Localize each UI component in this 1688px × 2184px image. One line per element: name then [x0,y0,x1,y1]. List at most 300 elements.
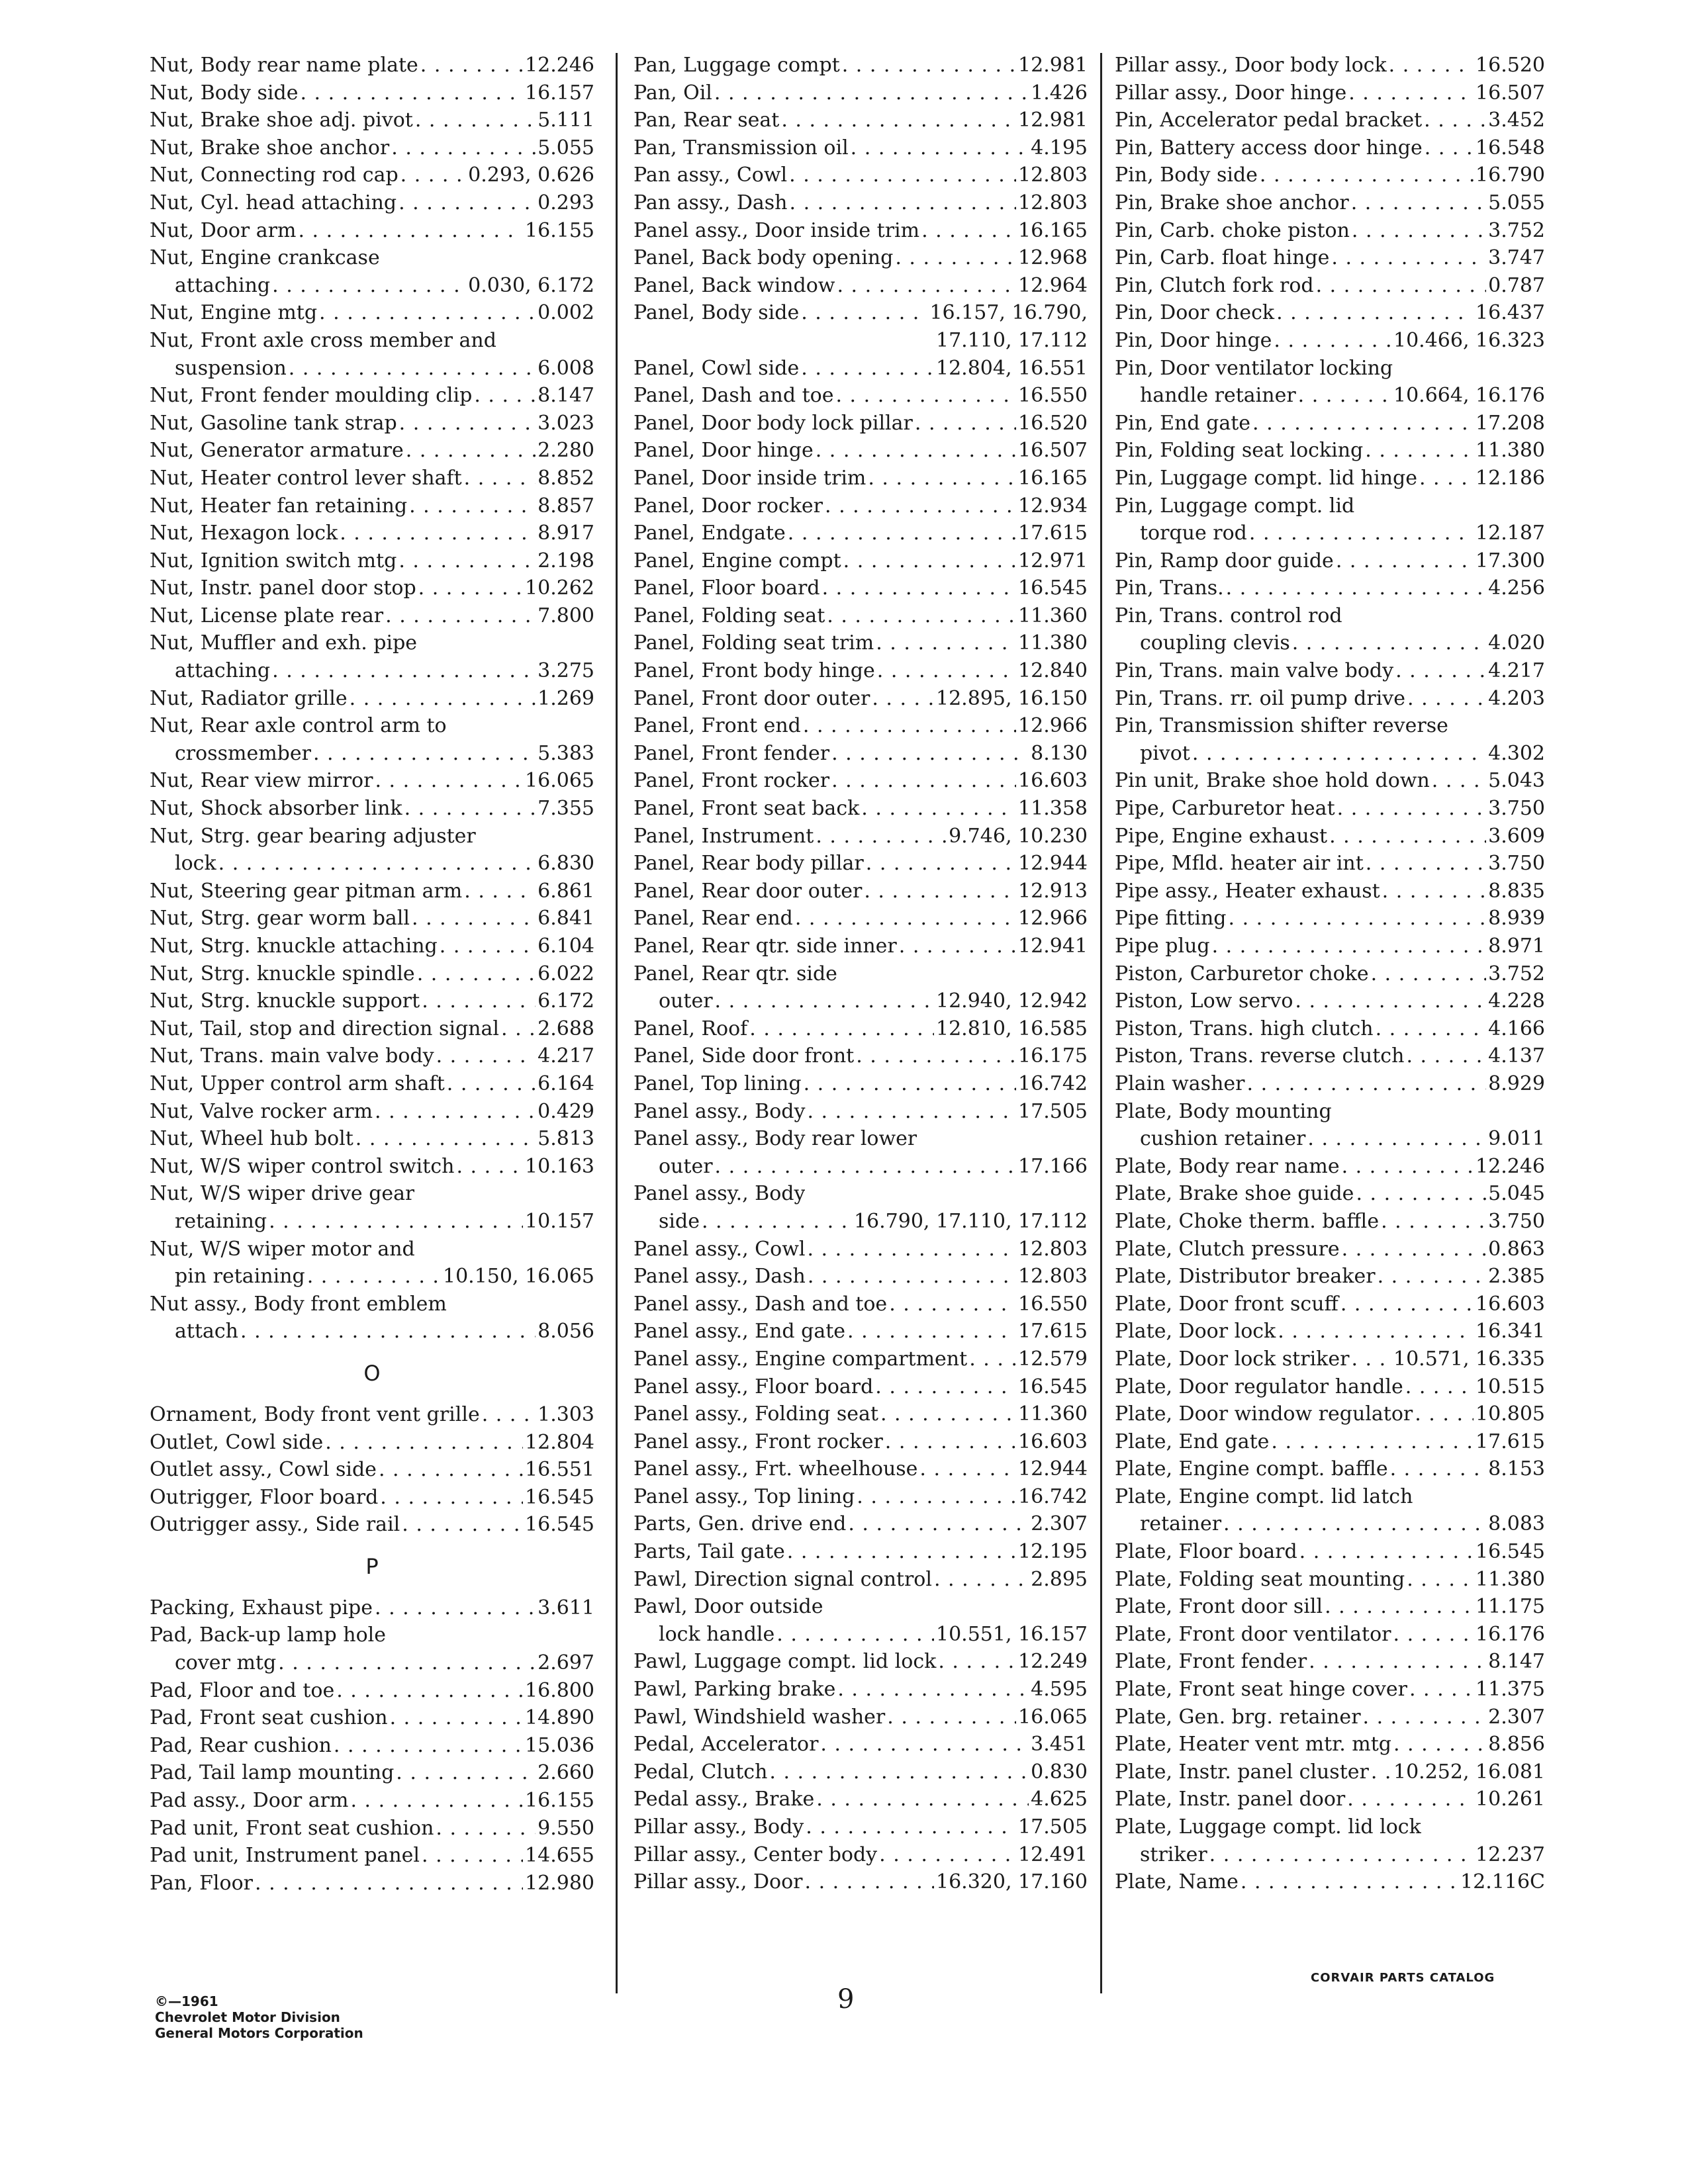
index-entry [150,1401,594,1429]
index-entry [633,960,1088,988]
entry-reference: 4.595 [1031,1678,1088,1702]
entry-label: Nut, Brake shoe anchor [150,136,390,159]
index-entry [150,1870,594,1897]
leader-dots [404,795,536,823]
leader-dots [269,1208,523,1236]
index-entry-continuation [150,272,594,300]
index-entry [150,1291,594,1318]
entry-reference: 2.198 [538,549,594,572]
entry-reference: 17.615 [1018,522,1088,545]
index-entry [633,1125,1088,1153]
entry-label: Panel assy., Body rear lower [633,1127,917,1151]
entry-reference: 16.550 [1018,1292,1088,1316]
index-entry [150,1594,594,1622]
entry-label: Pin, Door hinge [1115,328,1272,352]
index-entry [150,960,594,988]
leader-dots [842,52,1016,79]
entry-label: Panel, Front end [633,714,801,738]
entry-reference: 16.603 [1018,1430,1088,1453]
index-entry [150,492,594,520]
entry-label: Pin, Luggage compt. lid [1115,494,1355,518]
index-entry [150,1429,594,1457]
leader-dots [1395,657,1486,685]
index-entry [633,1786,1088,1813]
index-entry [1115,355,1545,383]
index-entry [633,1813,1088,1841]
leader-dots [399,189,536,217]
entry-label: Nut, Cyl. head attaching [150,191,397,214]
entry-label: Nut, Strg. gear bearing adjuster [150,824,476,848]
leader-dots [418,574,523,602]
entry-reference: 16.742 [1018,1484,1088,1508]
index-entry [633,574,1088,602]
leader-dots [714,79,1029,107]
index-entry [150,161,594,189]
index-entry [1115,1758,1545,1786]
entry-reference: 12.246 [1476,1154,1545,1178]
page-number: 9 [837,1984,855,2015]
index-entry [1115,299,1545,327]
entry-reference: 8.917 [538,522,594,545]
index-entry [1115,1704,1545,1731]
entry-reference: 6.841 [538,907,594,931]
entry-reference: 16.545 [1476,1540,1545,1564]
leader-dots [272,657,536,685]
entry-label: Panel, Rear body pillar [633,852,864,876]
entry-label: Pawl, Windshield washer [633,1705,886,1729]
index-entry [633,1236,1088,1263]
index-entry [1115,1318,1545,1345]
index-entry [633,1042,1088,1070]
entry-reference: 1.426 [1031,81,1088,105]
entry-reference: 4.203 [1488,686,1545,710]
index-entry [1115,1015,1545,1043]
leader-dots [848,1510,1029,1538]
index-entry [150,1732,594,1760]
index-entry [150,1704,594,1732]
leader-dots [1209,1841,1474,1869]
entry-reference: 16.603 [1018,769,1088,793]
index-entry [1115,161,1545,189]
entry-reference: 16.157 [525,81,594,105]
entry-label: Outrigger, Floor board [150,1485,379,1509]
leader-dots [1393,1731,1486,1758]
entry-reference: 4.020 [1488,631,1545,655]
index-entry [633,1070,1088,1098]
index-entry [150,1677,594,1705]
entry-reference: 16.520 [1476,54,1545,77]
entry-reference: 12.246 [525,54,594,77]
entry-reference: 17.505 [1018,1099,1088,1123]
index-entry [633,878,1088,905]
entry-reference: 12.186 [1476,466,1545,490]
entry-reference: 12.964 [1018,273,1088,297]
entry-label: Panel assy., Top lining [633,1484,855,1508]
index-entry [633,1758,1088,1786]
index-entry-continuation [150,355,594,383]
entry-reference: 3.752 [1488,218,1545,242]
entry-label: Pin, Carb. choke piston [1115,218,1350,242]
entry-label: Parts, Tail gate [633,1540,785,1564]
entry-reference: 12.981 [1018,109,1088,132]
leader-dots [876,629,1016,657]
leader-dots [880,1400,1016,1428]
index-entry [1115,1786,1545,1813]
entry-reference: 8.852 [538,466,594,490]
entry-reference: 2.307 [1031,1512,1088,1536]
leader-dots [1329,823,1486,850]
leader-dots [272,272,466,300]
index-entry [150,878,594,905]
entry-label: Plate, Instr. panel door [1115,1788,1346,1811]
entry-reference: 5.111 [538,109,594,132]
index-entry [633,161,1088,189]
entry-label: Nut, Brake shoe adj. pivot [150,109,413,132]
entry-label: Pad, Back-up lamp hole [150,1623,386,1647]
index-entry [1115,1483,1545,1511]
entry-reference: 5.813 [538,1127,594,1151]
entry-reference: 11.380 [1476,1567,1545,1591]
entry-label: Nut, Wheel hub bolt [150,1127,353,1151]
entry-reference: 16.520 [1018,411,1088,435]
entry-reference: 9.746, 10.230 [949,824,1088,848]
entry-label: Nut, W/S wiper drive gear [150,1182,415,1206]
leader-dots [816,1786,1029,1813]
entry-label: Nut, Generator armature [150,439,404,463]
index-entry [1115,1208,1545,1236]
entry-label: Nut, Valve rocker arm [150,1099,373,1123]
entry-reference: 2.280 [538,439,594,463]
index-entry [633,795,1088,823]
leader-dots [831,767,1016,795]
entry-reference: 8.147 [1488,1650,1545,1674]
leader-dots [1247,1070,1487,1098]
index-entry [150,1759,594,1787]
index-entry-continuation [1115,382,1545,410]
leader-dots [396,1759,536,1787]
leader-dots [1292,629,1486,657]
entry-label: Panel, Folding seat [633,604,825,627]
index-entry [150,465,594,492]
entry-label: Panel, Front fender [633,741,830,765]
leader-dots [1406,1042,1486,1070]
entry-reference: 12.944 [1018,852,1088,876]
entry-reference: 11.375 [1476,1678,1545,1702]
entry-reference: 17.300 [1476,549,1545,572]
entry-reference: 7.800 [538,604,594,627]
entry-label: Pin, Body side [1115,163,1258,187]
index-entry [150,244,594,272]
entry-reference: 5.055 [538,136,594,159]
index-entry [150,382,594,410]
index-entry [633,1263,1088,1291]
entry-label: Pan, Floor [150,1871,253,1895]
index-entry [1115,657,1545,685]
index-entry [633,547,1088,575]
entry-reference: 12.940, 12.942 [935,989,1088,1013]
index-entry [633,272,1088,300]
entry-label: Pad, Rear cushion [150,1733,332,1757]
index-entry [1115,767,1545,795]
index-entry [150,1484,594,1512]
entry-reference: 10.261 [1476,1788,1545,1811]
entry-reference: 16.790 [1476,163,1545,187]
entry-reference: 6.830 [538,852,594,876]
index-entry [1115,823,1545,850]
entry-label: Panel assy., Dash [633,1265,806,1289]
entry-reference: 3.747 [1488,246,1545,270]
entry-label: Plate, Distributor breaker [1115,1265,1376,1289]
entry-reference: 12.971 [1018,549,1088,572]
leader-dots [715,1153,1016,1181]
index-entry [633,1098,1088,1126]
index-entry [1115,1731,1545,1758]
entry-label: Nut, Gasoline tank strap [150,411,397,435]
index-entry-continuation [633,1153,1088,1181]
leader-dots [1348,79,1474,107]
index-entry [1115,1648,1545,1676]
entry-label: Plain washer [1115,1071,1245,1095]
leader-dots [875,1373,1016,1401]
leader-dots [1229,905,1487,933]
index-entry [1115,272,1545,300]
index-entry [1115,547,1545,575]
leader-dots [1226,574,1486,602]
index-entry [150,520,594,547]
entry-label: Plate, Door lock striker [1115,1347,1350,1371]
index-entry [150,1842,594,1870]
index-entry [150,823,594,850]
index-entry [1115,1455,1545,1483]
leader-dots [436,1042,536,1070]
leader-dots [436,1815,536,1843]
leader-dots [816,437,1016,465]
leader-dots [399,547,536,575]
index-entry [1115,465,1545,492]
leader-dots [415,107,536,134]
entry-reference: 11.380 [1476,439,1545,463]
entry-reference: 17.615 [1018,1320,1088,1343]
entry-reference: 17.208 [1476,411,1545,435]
index-entry [1115,960,1545,988]
index-entry [633,492,1088,520]
entry-label: Panel, Rear qtr. side inner [633,934,897,958]
leader-dots [864,878,1016,905]
index-entry [150,1236,594,1263]
entry-reference: 11.360 [1018,604,1088,627]
index-entry [150,327,594,355]
index-entry [633,1345,1088,1373]
index-entry [633,1291,1088,1318]
entry-label: Plate, Body rear name [1115,1154,1340,1178]
entry-reference: 0.030, 6.172 [468,273,594,297]
entry-label: Panel, Dash and toe [633,384,834,408]
entry-label: Pin, End gate [1115,411,1251,435]
leader-dots [319,299,536,327]
entry-label: Panel, Door inside trim [633,466,867,490]
entry-label: Panel assy., Folding seat [633,1402,878,1426]
entry-label: attach [175,1320,239,1343]
index-entry [150,1125,594,1153]
leader-dots [787,1538,1016,1566]
entry-reference: 1.303 [538,1402,594,1426]
leader-dots [1316,272,1487,300]
entry-label: Plate, Door regulator handle [1115,1375,1403,1398]
index-entry-continuation [150,1263,594,1291]
entry-label: Pin, Trans. control rod [1115,604,1342,627]
leader-dots [801,299,927,327]
leader-dots [289,355,536,383]
index-entry [150,712,594,740]
entry-reference: 4.166 [1488,1017,1545,1040]
index-entry [150,685,594,713]
entry-label: striker [1140,1843,1207,1866]
index-entry [633,1648,1088,1676]
leader-dots [1356,1180,1486,1208]
leader-dots [391,134,536,162]
entry-label: Nut, Tail, stop and direction signal [150,1017,499,1040]
entry-reference: 5.055 [1488,191,1545,214]
leader-dots [804,1070,1016,1098]
index-entry [633,1841,1088,1869]
entry-reference: 16.545 [1018,1375,1088,1398]
entry-label: Nut, Front axle cross member and [150,328,496,352]
index-entry [150,217,594,245]
index-entry [1115,492,1545,520]
entry-label: Pawl, Parking brake [633,1678,836,1702]
index-entry [1115,1676,1545,1704]
leader-dots [1309,1648,1486,1676]
entry-reference: 10.571, 16.335 [1393,1347,1545,1371]
entry-label: Nut, Engine crankcase [150,246,380,270]
entry-reference: 16.155 [525,1789,594,1813]
entry-label: Panel, Instrument [633,824,814,848]
entry-reference: 12.116C [1460,1870,1545,1894]
entry-reference: 12.895, 16.150 [935,686,1088,710]
leader-dots [474,382,536,410]
index-entry [150,107,594,134]
index-entry [1115,685,1545,713]
index-entry [633,1428,1088,1456]
leader-dots [1425,134,1474,162]
entry-reference: 5.383 [538,741,594,765]
index-entry [150,1153,594,1181]
leader-dots [375,1594,536,1622]
leader-dots [805,1868,934,1896]
leader-dots [856,1042,1016,1070]
entry-label: Nut, Body side [150,81,299,105]
entry-label: Panel assy., Floor board [633,1375,874,1398]
index-entry [1115,1098,1545,1126]
index-entry [150,299,594,327]
leader-dots [1336,547,1474,575]
leader-dots [1419,465,1474,492]
entry-reference: 8.971 [1488,934,1545,958]
entry-reference: 12.804 [525,1430,594,1454]
entry-reference: 2.895 [1031,1567,1088,1591]
leader-dots [255,1870,523,1897]
entry-reference: 9.550 [538,1816,594,1840]
entry-reference: 2.385 [1488,1265,1545,1289]
entry-label: Plate, Door front scuff [1115,1292,1338,1316]
index-entry [633,1676,1088,1704]
entry-label: Plate, Floor board [1115,1540,1297,1564]
entry-label: Panel, Endgate [633,522,786,545]
entry-label: lock [175,852,216,876]
entry-label: Nut, Strg. knuckle spindle [150,962,415,985]
entry-label: crossmember [175,741,311,765]
entry-label: Piston, Carburetor choke [1115,962,1369,985]
leader-dots [1352,217,1486,245]
entry-label: Nut assy., Body front emblem [150,1292,447,1316]
leader-dots [1252,410,1474,437]
leader-dots [380,1484,523,1512]
index-entry [1115,79,1545,107]
entry-reference: 0.863 [1488,1237,1545,1261]
entry-reference: 5.045 [1488,1182,1545,1206]
leader-dots [915,410,1016,437]
entry-reference: 12.803 [1018,191,1088,214]
leader-dots [807,1098,1016,1126]
entry-label: Nut, Hexagon lock [150,522,338,545]
entry-label: Plate, Front seat hinge cover [1115,1678,1407,1702]
entry-label: outer [659,989,713,1013]
leader-dots [1371,1758,1391,1786]
leader-dots [1407,685,1486,713]
entry-reference: 12.491 [1018,1843,1088,1866]
leader-dots [298,217,523,245]
entry-label: Nut, Rear axle control arm to [150,714,447,738]
leader-dots [851,134,1029,162]
entry-reference: 11.358 [1018,797,1088,821]
entry-reference: 12.237 [1476,1843,1545,1866]
index-entry-continuation [1115,629,1545,657]
entry-label: Parts, Gen. drive end [633,1512,847,1536]
index-entry [633,437,1088,465]
entry-label: Outlet assy., Cowl side [150,1458,377,1482]
leader-dots [938,1648,1016,1676]
leader-dots [1405,1373,1474,1401]
leader-dots [843,547,1016,575]
entry-reference: 12.804, 16.551 [935,356,1088,380]
index-entry [633,52,1088,79]
entry-label: Nut, Instr. panel door stop [150,576,416,600]
leader-dots [1337,795,1486,823]
entry-label: Nut, Strg. gear worm ball [150,907,410,931]
index-entry [633,520,1088,547]
entry-label: Nut, Steering gear pitman arm [150,879,463,903]
index-entry [633,767,1088,795]
entry-label: Plate, Front door sill [1115,1595,1323,1619]
entry-label: Nut, Ignition switch mtg [150,549,397,572]
entry-reference: 16.437 [1476,301,1545,325]
entry-reference: 11.360 [1018,1402,1088,1426]
entry-reference: 8.856 [1488,1733,1545,1756]
entry-reference: 16.065 [525,769,594,793]
entry-label: Pipe fitting [1115,907,1227,931]
leader-dots [820,1731,1029,1758]
entry-label: Pin, Trans. main valve body [1115,659,1394,683]
entry-reference: 8.929 [1488,1071,1545,1095]
entry-label: Panel assy., Front rocker [633,1430,883,1453]
leader-dots [857,1483,1016,1511]
leader-dots [336,1677,523,1705]
index-entry [1115,1400,1545,1428]
entry-label: pivot [1140,741,1190,765]
index-entry [633,1593,1088,1621]
entry-label: Pin, Door ventilator locking [1115,356,1393,380]
leader-dots [1363,1704,1487,1731]
